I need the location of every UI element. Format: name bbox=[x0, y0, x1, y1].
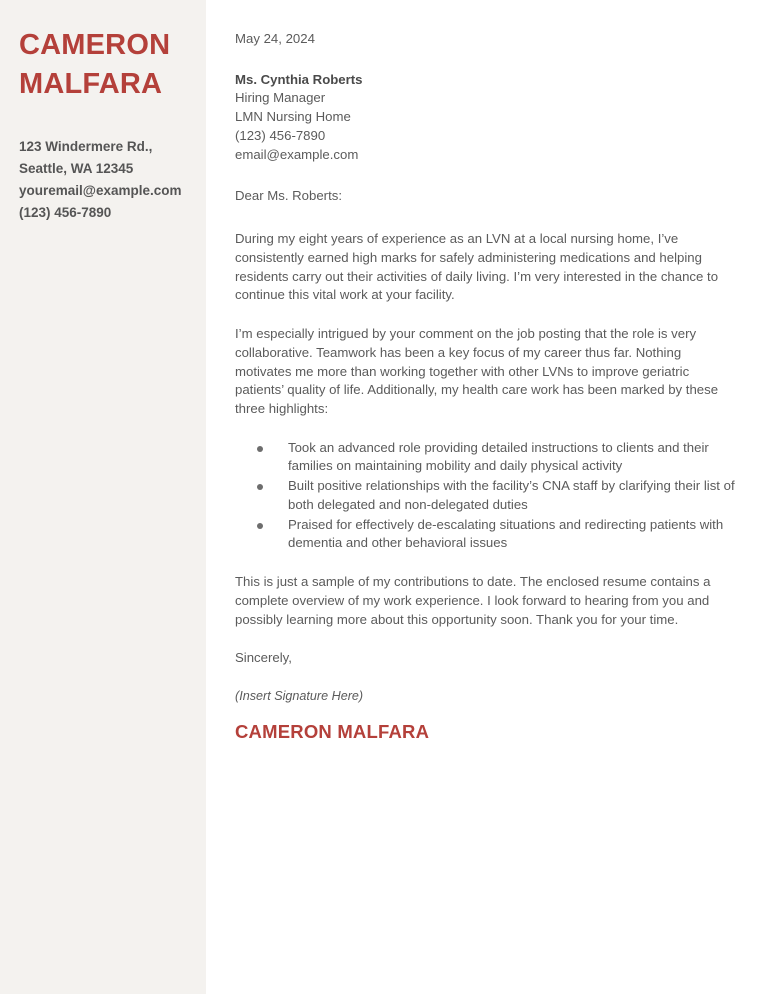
body-paragraph-2: I’m especially intrigued by your comment on the job posting that the role is very collaborative. Teamwork has been a key focus of my career thus far. Nothing motivates me more than working together with other LVNs to improve geriatric patients’ quality of life. Additionally, my health care work has been marked by these three highlights: bbox=[235, 326, 719, 417]
list-item: Praised for effectively de-escalating situations and redirecting patients with dementia and other behavioral issues bbox=[257, 516, 738, 553]
list-item: Took an advanced role providing detailed instructions to clients and their families on maintaining mobility and daily physical activity bbox=[257, 439, 738, 476]
applicant-name-heading bbox=[19, 26, 190, 103]
contact-email: youremail@example.com bbox=[19, 182, 182, 198]
recipient-name: Ms. Cynthia Roberts bbox=[235, 71, 363, 87]
letter-body bbox=[206, 0, 768, 994]
recipient-company: LMN Nursing Home bbox=[235, 109, 351, 125]
letter-date: May 24, 2024 bbox=[235, 31, 315, 46]
closing-line: Sincerely, bbox=[235, 650, 292, 666]
highlights-list bbox=[235, 439, 738, 553]
contact-phone: (123) 456-7890 bbox=[19, 204, 112, 220]
applicant-name-line-1: CAMERON bbox=[19, 29, 171, 61]
recipient-email: email@example.com bbox=[235, 146, 359, 162]
signature-name: CAMERON MALFARA bbox=[235, 720, 430, 742]
sidebar bbox=[0, 0, 206, 994]
recipient-block bbox=[235, 71, 738, 165]
body-paragraph-1: During my eight years of experience as an LVN at a local nursing home, I’ve consistently earned high marks for safely administering medications and helping residents carry out their activities of daily living. I’m very interested in the chance to continue this vital work at your facility. bbox=[235, 231, 719, 303]
contact-city-state-zip: Seattle, WA 12345 bbox=[19, 160, 134, 176]
signature-placeholder: (Insert Signature Here) bbox=[235, 689, 364, 704]
recipient-phone: (123) 456-7890 bbox=[235, 127, 326, 143]
body-paragraph-3: This is just a sample of my contributions to date. The enclosed resume contains a complete overview of my work experience. I look forward to hearing from you and possibly learning more about this opportunity soon. Thank you for your time. bbox=[235, 574, 711, 627]
applicant-contact-block bbox=[19, 136, 190, 223]
applicant-name-line-2: MALFARA bbox=[19, 67, 163, 100]
recipient-title: Hiring Manager bbox=[235, 90, 326, 106]
contact-street: 123 Windermere Rd., bbox=[19, 139, 153, 155]
salutation: Dear Ms. Roberts: bbox=[235, 188, 342, 204]
list-item: Built positive relationships with the facility’s CNA staff by clarifying their list of both delegated and non-delegated duties bbox=[257, 477, 738, 514]
